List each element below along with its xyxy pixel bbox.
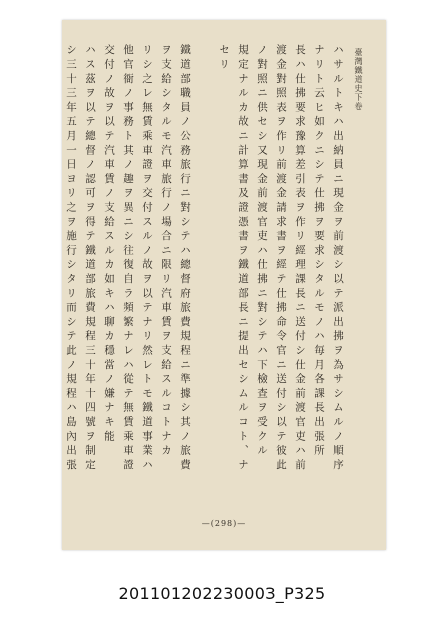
book-page	[62, 20, 386, 550]
text-column: セリ	[218, 44, 230, 73]
text-column: 鐵道部職員ノ公務旅行ニ對シテハ總督府旅費規程ニ準據シ其ノ旅費	[179, 44, 191, 473]
text-column: 規定ナルカ故ニ計算書及證憑書ヲ鐵道部長ニ提出セシムルコト、ナ	[237, 44, 249, 473]
text-columns	[64, 44, 344, 484]
page-number: —(298)—	[201, 519, 247, 528]
text-column: ナリト云ヒ如クニシテ仕拂ヲ要求シタルモノハ毎月各課長出張所	[313, 44, 325, 459]
text-column: 渡金對照表ヲ作リ前渡金請求書ヲ經テ仕拂命令官ニ送付シ以テ彼此	[275, 44, 287, 473]
text-column: ハス茲ヲ以テ總督ノ認可ヲ得テ鐵道部旅費規程三十年十四號ヲ制定	[84, 44, 96, 473]
image-caption: 20110120223000З_P325	[118, 584, 326, 603]
text-column: 長ハ仕拂要求豫算差引表ヲ作リ經理課長ニ送付シ仕金前渡官吏ハ前	[294, 44, 306, 473]
text-column: シ三十三年五月一日ヨリ之ヲ施行シタリ而シテ此ノ規程ハ島內出張	[65, 44, 77, 473]
running-header: 臺灣鐵道史下卷	[354, 48, 363, 111]
paragraph-gap	[197, 44, 211, 484]
text-column: リシ之レ無賃乘車證ヲ交付スルノ故ヲ以テナリ然レトモ鐵道事業ハ	[141, 44, 153, 473]
text-column: 交付ノ故ヲ以テ汽車賃ノ支給スルカ如キハ聊カ穩當ノ嫌ナキ能	[103, 44, 115, 445]
text-column: 他官衙ノ事務ト其ノ趣ヲ異ニシ往復自ラ頻繁ナレハ從テ無賃乘車證	[122, 44, 134, 473]
text-column: ノ對照ニ供セシ又現金前渡官吏ハ仕拂ニ對シテハ下檢查ヲ受クル	[256, 44, 268, 459]
text-column: ハサルトキハ出納員ニ現金ヲ前渡シ以テ派出拂ヲ為サシムルノ順序	[332, 44, 344, 473]
text-column: ヲ支給シタルモ汽車旅行ノ場合ニ限リ汽車賃ヲ支給スルコトナカ	[160, 44, 172, 459]
